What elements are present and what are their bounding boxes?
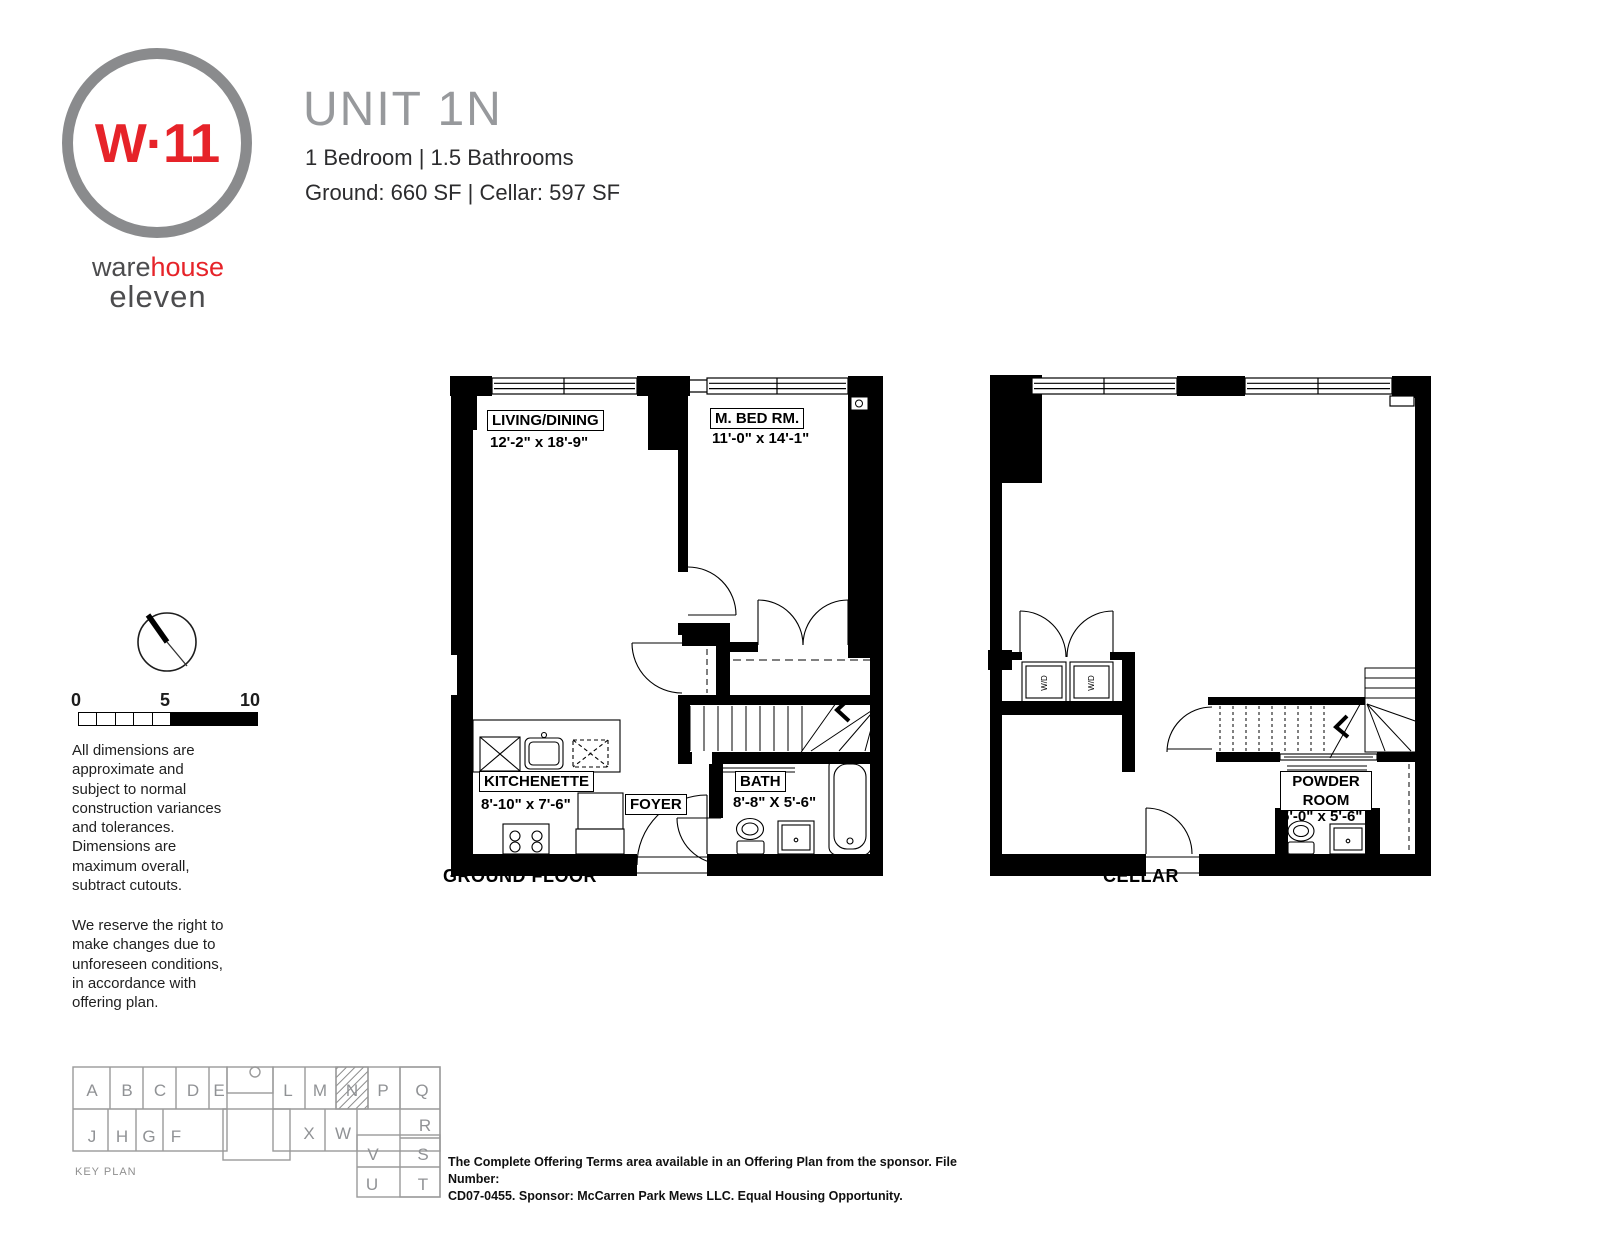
bath-dim: 8'-8" X 5'-6" xyxy=(733,794,817,811)
scale-start: 0 xyxy=(71,690,82,710)
bedroom-dim: 11'-0" x 14'-1" xyxy=(712,430,810,447)
kitchenette-dim: 8'-10" x 7'-6" xyxy=(481,796,571,813)
toilet-tank xyxy=(1288,842,1314,854)
ground-stairs xyxy=(690,696,877,758)
powder-room-label: POWDER ROOM xyxy=(1280,771,1372,811)
bed-bath-line: 1 Bedroom | 1.5 Bathrooms xyxy=(305,145,574,170)
disclaimer-para2: We reserve the right to make changes due to unforeseen conditions, in accordance with offering plan. xyxy=(72,917,224,1012)
key-plan-unit-label: R xyxy=(418,1116,432,1135)
key-plan-unit-label: V xyxy=(367,1145,379,1164)
key-plan-unit-label-highlighted: N xyxy=(345,1081,359,1100)
key-plan-unit-label: Q xyxy=(415,1081,429,1100)
dashed-lines xyxy=(707,649,870,693)
toilet-tank xyxy=(737,841,764,854)
brand-line1 xyxy=(58,254,258,281)
corner-symbol xyxy=(851,397,868,410)
disclaimer-para1: All dimensions are approximate and subject to normal construction variances and tolerances. Dimensions are maximum overall, subtract cutouts. xyxy=(72,742,222,895)
bath-label: BATH xyxy=(735,771,786,792)
bedroom-door-arc xyxy=(688,567,736,615)
key-plan-unit-label: A xyxy=(86,1081,98,1100)
key-plan-unit-label: M xyxy=(312,1081,328,1100)
ground-floor-title: GROUND FLOOR xyxy=(443,866,597,886)
washer-label: W/D xyxy=(1040,675,1049,691)
brand-house: house xyxy=(150,252,225,282)
brand-wordmark xyxy=(58,254,258,312)
closet-door-arc xyxy=(803,600,848,645)
cellar-doors xyxy=(1020,611,1377,873)
wd-closet-door-arc xyxy=(1020,611,1066,657)
stair-door-arc xyxy=(1167,707,1212,752)
key-plan-unit-label: P xyxy=(377,1081,389,1100)
bedroom-label: M. BED RM. xyxy=(710,408,804,429)
key-plan-letters xyxy=(86,1081,431,1194)
scale-bar xyxy=(78,712,258,726)
scale-end: 10 xyxy=(240,690,261,710)
kitchen-counter xyxy=(473,720,620,772)
page-title: UNIT 1N xyxy=(303,83,503,136)
faucet xyxy=(542,733,547,738)
key-plan-unit-label: B xyxy=(121,1081,133,1100)
ground-doors xyxy=(632,567,848,873)
tub-drain xyxy=(847,838,853,844)
kitchenette-label: KITCHENETTE xyxy=(479,771,594,792)
living-room-label: LIVING/DINING xyxy=(487,410,604,431)
key-plan-unit-label: G xyxy=(142,1127,156,1146)
bath-vanity xyxy=(778,821,814,854)
brand-line2: eleven xyxy=(109,279,207,314)
key-plan-unit-label: D xyxy=(186,1081,200,1100)
w11-logo-badge xyxy=(62,48,252,238)
living-room-dim: 12'-2" x 18'-9" xyxy=(490,434,589,451)
cellar-plan xyxy=(975,368,1432,878)
key-plan-unit-label: S xyxy=(417,1145,429,1164)
refrigerator xyxy=(576,829,624,854)
key-plan-unit-label: U xyxy=(365,1175,379,1194)
ground-floor-plan xyxy=(445,368,885,878)
key-plan-unit-label: W xyxy=(334,1124,352,1143)
key-plan-unit-label: T xyxy=(417,1175,429,1194)
hall-door-arc xyxy=(632,643,682,693)
closet-door-arc xyxy=(758,600,803,645)
powder-room-dim: 5'-0" x 5'-6" xyxy=(1281,808,1363,825)
offering-terms xyxy=(448,1154,968,1205)
compass-needle-south xyxy=(167,642,187,666)
toilet-bowl xyxy=(737,819,764,840)
wall-notch xyxy=(447,655,457,695)
compass-needle-north xyxy=(148,615,167,642)
key-plan-unit-label: J xyxy=(87,1127,97,1146)
key-plan-unit-label: H xyxy=(115,1127,129,1146)
stair-break-chevron xyxy=(1336,716,1348,737)
compass-icon xyxy=(133,608,201,676)
wd-closet-door-arc xyxy=(1067,611,1113,657)
key-plan-unit-label: E xyxy=(213,1081,225,1100)
foyer-label: FOYER xyxy=(625,794,687,815)
key-plan xyxy=(70,1063,442,1215)
pantry xyxy=(578,793,623,829)
washer-dryer xyxy=(1022,662,1113,704)
cellar-title: CELLAR xyxy=(1103,866,1179,886)
offering-terms-line2: CD07-0455. Sponsor: McCarren Park Mews LLC. Equal Housing Opportunity. xyxy=(448,1189,903,1203)
brand-ware: ware xyxy=(91,252,151,282)
key-plan-unit-label: L xyxy=(283,1081,293,1100)
offering-terms-line1: The Complete Offering Terms area available in an Offering Plan from the sponsor. File Number: xyxy=(448,1155,957,1186)
dryer-label: W/D xyxy=(1087,675,1096,691)
scale-mid: 5 xyxy=(160,690,171,710)
key-plan-unit-label: C xyxy=(153,1081,167,1100)
future-appliance xyxy=(573,740,608,767)
w11-logo-text: W·11 xyxy=(94,112,220,174)
key-plan-unit-label: F xyxy=(170,1127,182,1146)
key-plan-unit-label: X xyxy=(303,1124,315,1143)
powder-fixtures xyxy=(1288,821,1366,854)
stove xyxy=(503,824,549,854)
area-line: Ground: 660 SF | Cellar: 597 SF xyxy=(305,180,621,205)
key-plan-label: KEY PLAN xyxy=(75,1166,137,1178)
cellar-door-arc xyxy=(1146,808,1192,854)
